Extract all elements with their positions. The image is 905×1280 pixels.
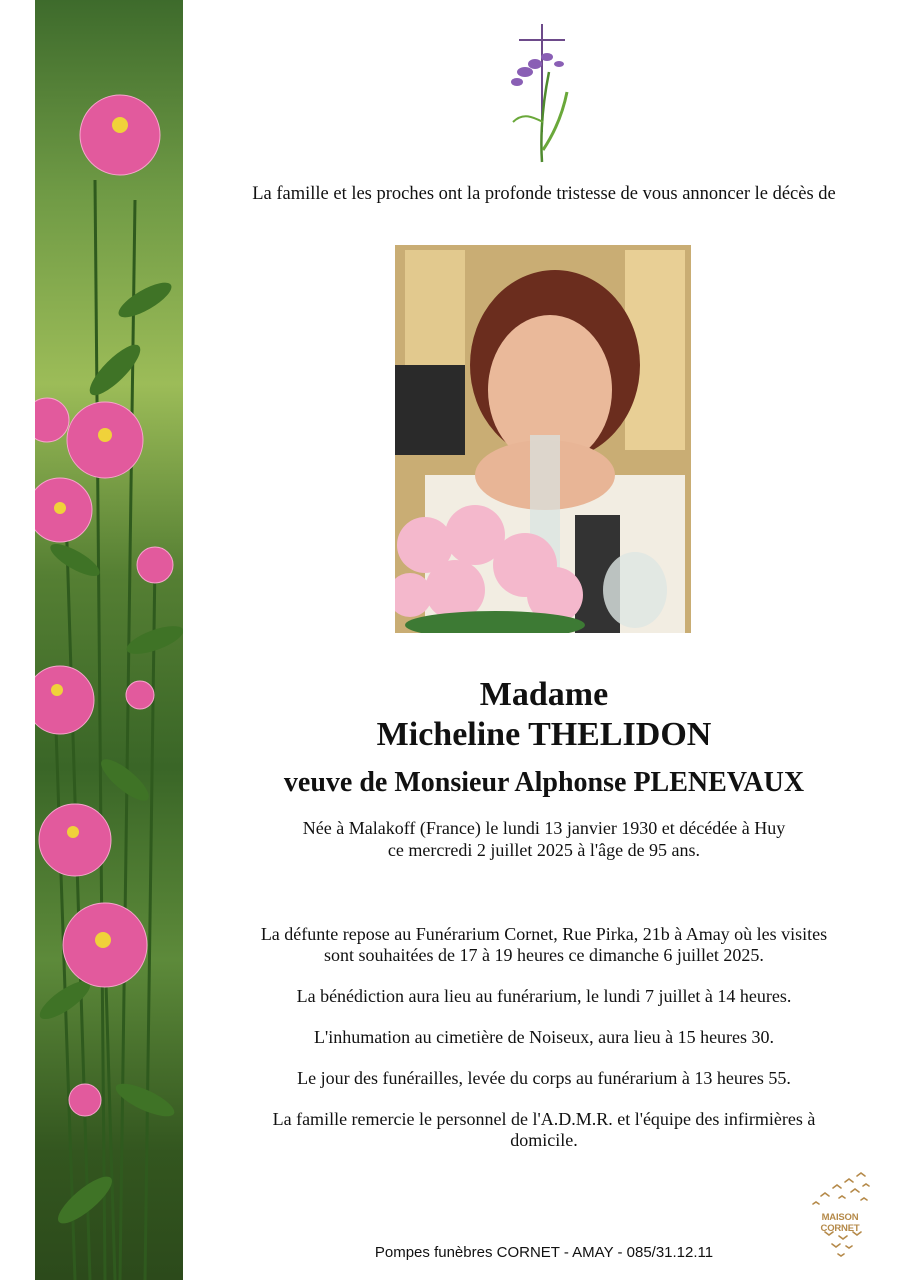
- birth-death-info: [183, 817, 905, 861]
- deceased-name-block: [183, 675, 905, 801]
- detail-paragraph: [183, 1027, 905, 1048]
- logo-text: MAISON CORNET: [820, 1212, 860, 1234]
- birth-death-line: Née à Malakoff (France) le lundi 13 janvier 1930 et décédée à Huy: [302, 818, 786, 838]
- ceremony-details: [183, 924, 905, 1171]
- deceased-name: Micheline THELIDON: [376, 716, 712, 753]
- maison-cornet-logo: [805, 1170, 875, 1265]
- detail-line: sont souhaitées de 17 à 19 heures ce dimanche 6 juillet 2025.: [324, 945, 764, 965]
- portrait-photo: [395, 245, 691, 633]
- detail-paragraph: [183, 1109, 905, 1151]
- intro-text: La famille et les proches ont la profonde tristesse de vous annoncer le décès de: [252, 184, 836, 204]
- detail-paragraph: [183, 1068, 905, 1089]
- cross-with-flower-icon: [505, 22, 580, 167]
- detail-line: Le jour des funérailles, levée du corps au funérarium à 13 heures 55.: [297, 1068, 791, 1088]
- flower-strip-image: [35, 0, 183, 1280]
- detail-line: L'inhumation au cimetière de Noiseux, aura lieu à 15 heures 30.: [313, 1027, 775, 1047]
- detail-paragraph: [183, 986, 905, 1007]
- detail-line: La famille remercie le personnel de l'A.D.M.R. et l'équipe des infirmières à: [272, 1109, 816, 1129]
- detail-line: La bénédiction aura lieu au funérarium, le lundi 7 juillet à 14 heures.: [296, 986, 792, 1006]
- detail-paragraph: [183, 924, 905, 966]
- birth-death-line: ce mercredi 2 juillet 2025 à l'âge de 95 ans.: [387, 840, 701, 860]
- detail-line: La défunte repose au Funérarium Cornet, Rue Pirka, 21b à Amay où les visites: [260, 924, 828, 944]
- footer-contact: Pompes funèbres CORNET - AMAY - 085/31.12.11: [374, 1244, 714, 1261]
- spouse-line: veuve de Monsieur Alphonse PLENEVAUX: [283, 767, 805, 798]
- detail-line: domicile.: [510, 1130, 578, 1150]
- honorific-title: Madame: [479, 676, 609, 713]
